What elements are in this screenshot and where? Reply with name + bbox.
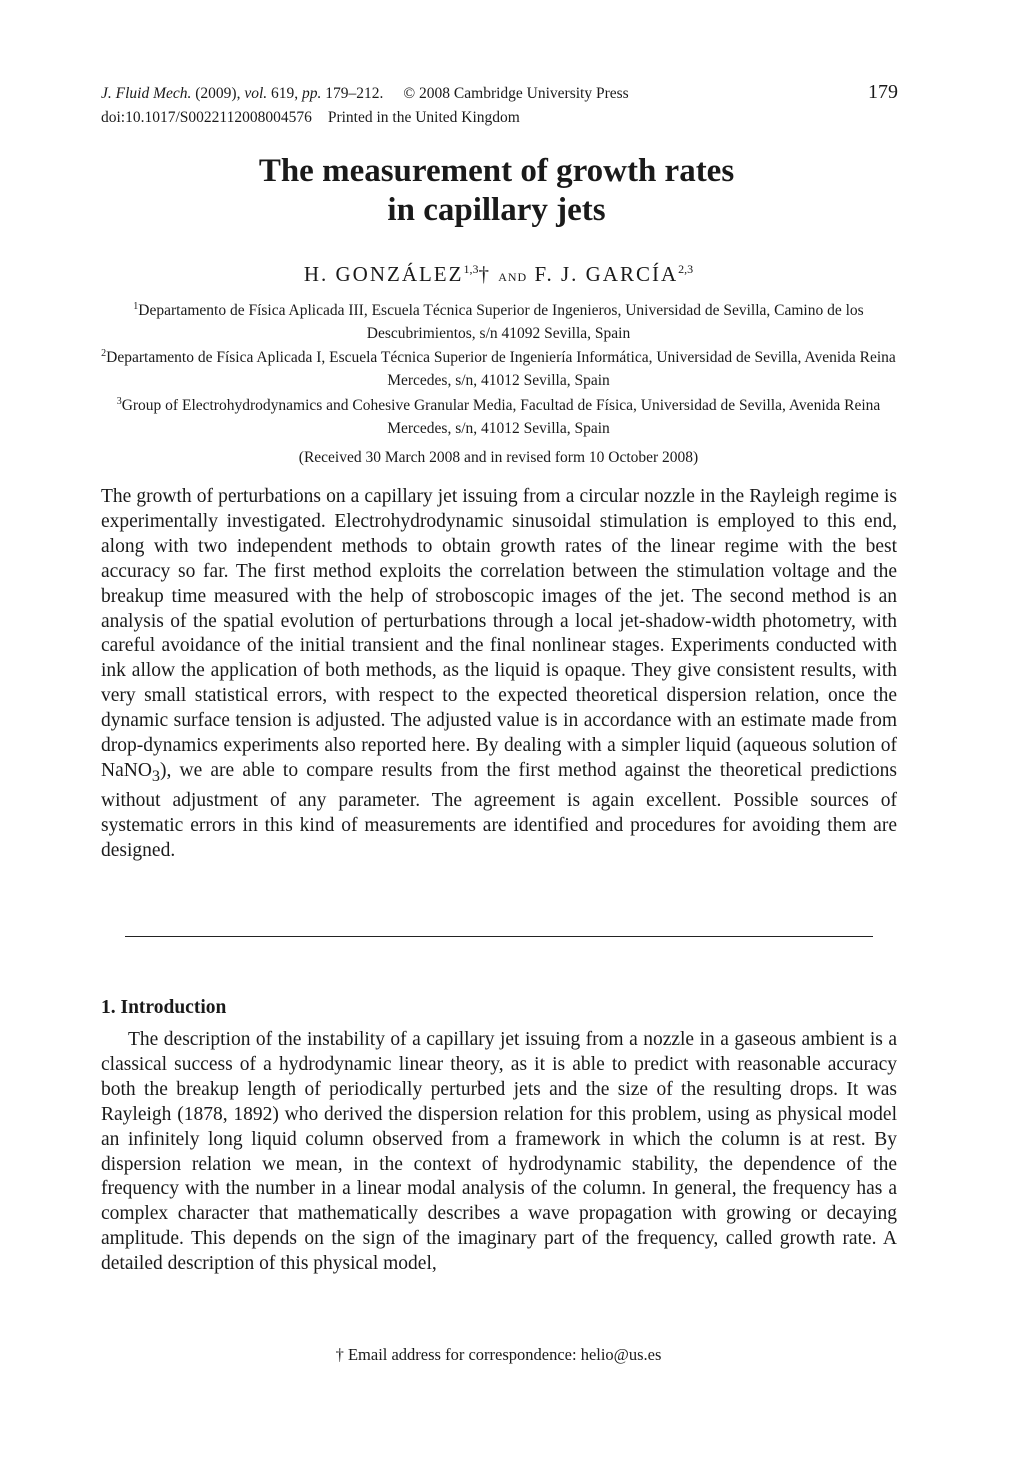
affiliation — [101, 295, 896, 345]
printed-notice: Printed in the United Kingdom — [327, 109, 520, 126]
running-header-doi — [101, 107, 520, 129]
title-line: in capillary jets — [387, 192, 606, 228]
abstract-divider — [125, 936, 873, 937]
affiliation-number: 3 — [116, 396, 122, 407]
journal-year: (2009), — [191, 85, 245, 102]
affiliation — [101, 342, 896, 392]
author-list — [0, 262, 997, 287]
dagger-mark: † — [478, 262, 491, 286]
author-name: H. GONZÁLEZ — [303, 262, 464, 286]
author-conjunction: and — [498, 266, 528, 285]
affiliation-text: Group of Electrohydrodynamics and Cohesive Granular Media, Facultad de Física, Universidad de Sevilla, Avenida Reina Mercedes, s/n, 41012 Sevilla, Spain — [121, 397, 881, 438]
author-name: F. J. GARCÍA — [534, 262, 679, 286]
author-affiliation-marks: 1,3 — [463, 262, 479, 276]
paper-title — [0, 152, 993, 230]
section-heading: 1. Introduction — [101, 997, 227, 1018]
pages-label: pp. — [302, 85, 322, 102]
chemical-subscript: 3 — [151, 766, 161, 785]
footnote: † Email address for correspondence: helio@us.es — [335, 1345, 662, 1364]
page-number: 179 — [868, 81, 898, 103]
copyright-notice: © 2008 Cambridge University Press — [403, 85, 629, 102]
received-dates: (Received 30 March 2008 and in revised form 10 October 2008) — [298, 449, 699, 466]
abstract-text: ), we are able to compare results from the first method against the theoretical predictions without adjustment of any parameter. The agreement is again excellent. Possible sources of systematic errors in this kind of measurements are identified and procedures for avoiding them are designed. — [101, 759, 897, 861]
page-range: 179–212. — [321, 85, 384, 102]
running-header-citation — [101, 83, 629, 105]
affiliation-number: 2 — [101, 348, 107, 359]
volume-number: 619, — [267, 85, 303, 102]
section-body: The description of the instability of a capillary jet issuing from a nozzle in a gaseous ambient is a classical success of a hydrodynamic linear theory, as it is able to predict with reasonable accuracy both the breakup length of periodically perturbed jets and the size of the resulting drops. It was Rayleigh (1878, 1892) who derived the dispersion relation for this problem, using as physical model an infinitely long liquid column observed from a framework in which the column is at rest. By dispersion relation we mean, in the context of hydrodynamic stability, the dependence of the frequency with the number in a linear modal analysis of the column. In general, the frequency has a complex character that mathematically describes a wave propagation with growing or decaying amplitude. This depends on the sign of the imaginary part of the frequency, called growth rate. A detailed description of this physical model, — [101, 1029, 897, 1275]
doi: doi:10.1017/S0022112008004576 — [101, 109, 312, 126]
author-affiliation-marks: 2,3 — [678, 262, 694, 276]
affiliation-number: 1 — [133, 301, 139, 312]
journal-name: J. Fluid Mech. — [101, 85, 192, 102]
affiliation-text: Departamento de Física Aplicada III, Escuela Técnica Superior de Ingenieros, Universidad de Sevilla, Camino de los Descubrimientos, s/n 41092 Sevilla, Spain — [138, 302, 864, 343]
abstract-text: The growth of perturbations on a capillary jet issuing from a circular nozzle in the Rayleigh regime is experimentally investigated. Electrohydrodynamic sinusoidal stimulation is employed to this end, along with two independent methods to obtain growth rates of the linear regime with the best accuracy so far. The first method exploits the correlation between the stimulation voltage and the breakup time measured with the help of stroboscopic images of the jet. The second method is an analysis of the spatial evolution of perturbations through a local jet-shadow-width photometry, with careful avoidance of the initial transient and the final nonlinear stages. Experiments conducted with ink allow the application of both methods, as the liquid is opaque. They give consistent results, with very small statistical errors, with respect to the expected theoretical dispersion relation, once the dynamic surface tension is adjusted. The adjusted value is in accordance with an estimate made from drop-dynamics experiments also reported here. By dealing with a simpler liquid (aqueous solution of NaNO — [101, 486, 897, 781]
affiliation — [101, 390, 896, 440]
affiliation-text: Departamento de Física Aplicada I, Escuela Técnica Superior de Ingeniería Informática, Universidad de Sevilla, Avenida Reina Mercedes, s/n, 41012 Sevilla, Spain — [106, 349, 896, 390]
title-line: The measurement of growth rates — [258, 153, 735, 189]
abstract — [101, 485, 897, 863]
volume-label: vol. — [244, 85, 268, 102]
